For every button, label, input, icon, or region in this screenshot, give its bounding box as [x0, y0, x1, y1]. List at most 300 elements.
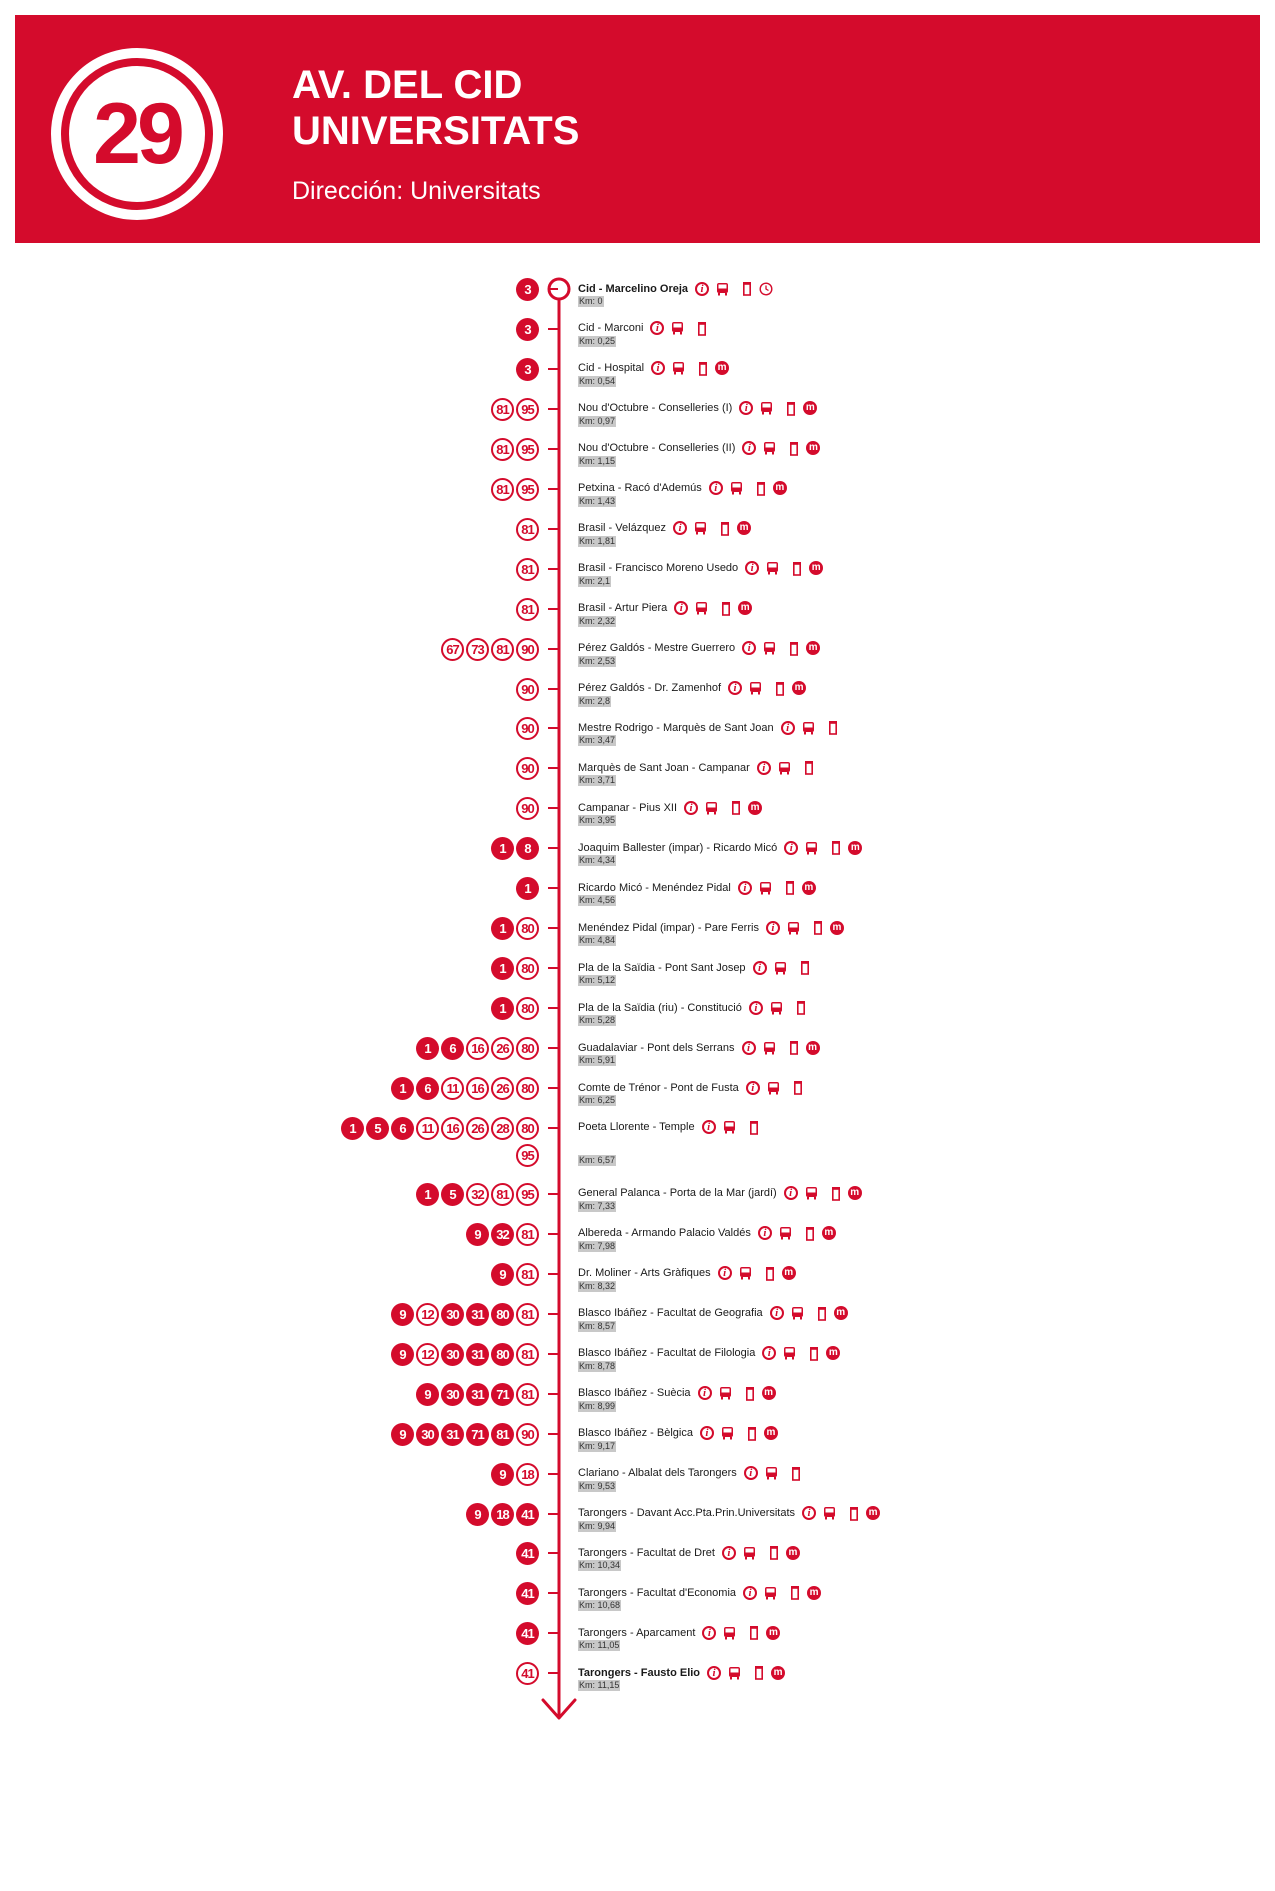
bin-icon: [849, 1506, 859, 1521]
connecting-lines: [516, 797, 539, 821]
bin-icon: [775, 681, 785, 696]
metro-icon: m: [786, 1546, 800, 1560]
bus-icon: [743, 1546, 756, 1560]
line-badge[interactable]: 9: [466, 1503, 489, 1526]
bus-icon: [728, 1666, 741, 1680]
line-badge[interactable]: 11: [441, 1077, 464, 1100]
line-badge[interactable]: 73: [466, 638, 489, 661]
stop-row[interactable]: [0, 678, 1275, 718]
stop-row[interactable]: [0, 1542, 1275, 1582]
line-badge[interactable]: 80: [516, 917, 539, 940]
stop-name-group: [578, 1665, 785, 1680]
connecting-lines: [516, 1622, 539, 1646]
line-badge[interactable]: 6: [416, 1077, 439, 1100]
stop-row[interactable]: [0, 1383, 1275, 1423]
line-badge[interactable]: 31: [441, 1423, 464, 1446]
line-badge[interactable]: 6: [441, 1037, 464, 1060]
stop-name-group: [578, 361, 729, 376]
stop-tick: [548, 1047, 558, 1049]
line-badge[interactable]: 81: [491, 398, 514, 421]
line-badge[interactable]: 1: [416, 1037, 439, 1060]
info-icon: i: [650, 321, 664, 335]
line-badge[interactable]: 41: [516, 1542, 539, 1565]
route-title-destination: UNIVERSITATS: [292, 109, 580, 153]
stop-km: Km: 2,8: [579, 695, 611, 706]
line-badge[interactable]: 1: [491, 957, 514, 980]
metro-icon: m: [802, 881, 816, 895]
bin-icon: [789, 641, 799, 656]
connecting-lines: [516, 278, 539, 302]
stop-name-group: [578, 1466, 801, 1481]
connecting-lines: [516, 518, 539, 542]
stop-row[interactable]: [0, 398, 1275, 438]
bus-icon: [770, 1001, 783, 1015]
line-badge[interactable]: 41: [516, 1582, 539, 1605]
metro-icon: m: [809, 561, 823, 575]
line-badge[interactable]: 90: [516, 757, 539, 780]
stop-name: Joaquim Ballester (impar) - Ricardo Micó: [578, 841, 778, 854]
bin-icon: [792, 561, 802, 576]
bin-icon: [765, 1266, 775, 1281]
line-badge[interactable]: 90: [516, 1423, 539, 1446]
stop-km: Km: 0,25: [579, 335, 616, 346]
metro-icon: m: [806, 1041, 820, 1055]
bin-icon: [789, 441, 799, 456]
stop-row[interactable]: [0, 717, 1275, 757]
stop-tick: [548, 727, 558, 729]
line-badge[interactable]: 11: [416, 1117, 439, 1140]
metro-icon: m: [834, 1306, 848, 1320]
stop-name: Brasil - Velázquez: [578, 522, 667, 535]
info-icon: i: [702, 1120, 716, 1134]
line-badge[interactable]: 80: [491, 1303, 514, 1326]
stop-tick: [548, 488, 558, 490]
bus-icon: [774, 961, 787, 975]
stop-name-group: [578, 1186, 862, 1201]
connecting-lines: [516, 717, 539, 741]
stop-tick: [548, 1273, 558, 1275]
line-badge[interactable]: 41: [516, 1503, 539, 1526]
bus-icon: [766, 561, 779, 575]
line-badge[interactable]: 71: [491, 1383, 514, 1406]
stop-row[interactable]: [0, 478, 1275, 518]
bus-icon: [739, 1266, 752, 1280]
line-badge[interactable]: 80: [516, 1037, 539, 1060]
stop-name-group: [578, 1625, 780, 1640]
stop-name-group: [578, 1000, 806, 1015]
line-badge[interactable]: 80: [516, 957, 539, 980]
stop-row[interactable]: [0, 1183, 1275, 1223]
stop-name: Tarongers - Facultat d'Economia: [578, 1586, 737, 1599]
connecting-lines: [391, 1343, 539, 1367]
info-icon: i: [770, 1306, 784, 1320]
connecting-lines: [466, 1223, 539, 1247]
stop-row[interactable]: [0, 1662, 1275, 1702]
line-badge[interactable]: 32: [491, 1223, 514, 1246]
line-badge[interactable]: 41: [516, 1622, 539, 1645]
metro-icon: m: [822, 1226, 836, 1240]
info-icon: i: [684, 801, 698, 815]
bus-icon: [716, 282, 729, 296]
stop-row[interactable]: [0, 1463, 1275, 1503]
line-badge[interactable]: 9: [491, 1263, 514, 1286]
line-badge[interactable]: 67: [441, 638, 464, 661]
line-badge[interactable]: 16: [441, 1117, 464, 1140]
line-badge[interactable]: 81: [491, 438, 514, 461]
stop-row[interactable]: [0, 837, 1275, 877]
stop-tick: [548, 448, 558, 450]
route-title-origin: AV. DEL CID: [292, 63, 523, 107]
line-badge[interactable]: 90: [516, 678, 539, 701]
metro-icon: m: [762, 1386, 776, 1400]
stop-name: Pérez Galdós - Mestre Guerrero: [578, 642, 736, 655]
line-badge[interactable]: 1: [516, 877, 539, 900]
line-badge[interactable]: 95: [516, 1183, 539, 1206]
line-badge[interactable]: 80: [516, 1077, 539, 1100]
metro-icon: m: [764, 1426, 778, 1440]
line-badge[interactable]: 16: [466, 1037, 489, 1060]
stop-name-group: [578, 521, 751, 536]
stop-name-group: [578, 1346, 840, 1361]
metro-icon: m: [737, 521, 751, 535]
stop-tick: [548, 1473, 558, 1475]
bus-icon: [730, 481, 743, 495]
stop-row[interactable]: [0, 917, 1275, 957]
stop-name: Nou d'Octubre - Conselleries (I): [578, 402, 733, 415]
stop-km: Km: 1,15: [579, 455, 616, 466]
stop-row[interactable]: [0, 797, 1275, 837]
bin-icon: [720, 521, 730, 536]
connecting-lines: [516, 1542, 539, 1566]
stop-row[interactable]: [0, 318, 1275, 358]
line-badge[interactable]: 31: [466, 1303, 489, 1326]
stop-km: Km: 0,54: [579, 375, 616, 386]
stop-name: Blasco Ibáñez - Facultat de Filologia: [578, 1347, 756, 1360]
info-icon: i: [651, 361, 665, 375]
bin-icon: [745, 1386, 755, 1401]
line-badge[interactable]: 80: [516, 1117, 539, 1140]
bin-icon: [828, 720, 838, 735]
line-badge[interactable]: 12: [416, 1343, 439, 1366]
line-badge[interactable]: 9: [466, 1223, 489, 1246]
stop-name: Brasil - Francisco Moreno Usedo: [578, 562, 739, 575]
metro-icon: m: [826, 1346, 840, 1360]
line-badge[interactable]: 71: [466, 1423, 489, 1446]
connecting-lines: [491, 997, 539, 1021]
line-badge[interactable]: 18: [491, 1503, 514, 1526]
info-icon: i: [674, 601, 688, 615]
stop-name-group: [578, 441, 820, 456]
stop-name-group: [578, 840, 862, 855]
stop-row[interactable]: [0, 1077, 1275, 1117]
stop-name-group: [578, 1506, 880, 1521]
stop-row[interactable]: [0, 438, 1275, 478]
bus-icon: [779, 1226, 792, 1240]
stop-km: Km: 11,15: [579, 1680, 620, 1691]
metro-icon: m: [807, 1586, 821, 1600]
line-badge[interactable]: 9: [391, 1423, 414, 1446]
line-badge[interactable]: 81: [516, 1263, 539, 1286]
stop-name: Cid - Marconi: [578, 322, 644, 335]
info-icon: i: [758, 1226, 772, 1240]
bus-icon: [759, 881, 772, 895]
bus-icon: [723, 1626, 736, 1640]
line-badge[interactable]: 95: [516, 478, 539, 501]
line-badge[interactable]: 95: [516, 398, 539, 421]
stop-name: Nou d'Octubre - Conselleries (II): [578, 442, 736, 455]
line-badge[interactable]: 95: [516, 1144, 539, 1167]
connecting-lines: [466, 1503, 539, 1527]
bus-icon: [787, 921, 800, 935]
stop-row[interactable]: [0, 598, 1275, 638]
stop-name-group: [578, 720, 838, 735]
stop-name: Marquès de Sant Joan - Campanar: [578, 761, 750, 774]
line-badge[interactable]: 81: [491, 1183, 514, 1206]
line-badge[interactable]: 5: [441, 1183, 464, 1206]
stop-tick: [548, 1513, 558, 1515]
stop-km: Km: 11,05: [579, 1640, 620, 1651]
connecting-lines: [491, 917, 539, 941]
connecting-lines: [491, 398, 539, 422]
bus-icon: [802, 721, 815, 735]
info-icon: i: [784, 841, 798, 855]
stop-name-group: [578, 561, 823, 576]
line-badge[interactable]: 80: [491, 1343, 514, 1366]
connecting-lines: [491, 957, 539, 981]
stop-row[interactable]: [0, 638, 1275, 678]
stop-row[interactable]: [0, 1423, 1275, 1463]
line-badge[interactable]: 41: [516, 1662, 539, 1685]
line-badge[interactable]: 30: [416, 1423, 439, 1446]
line-badge[interactable]: 30: [441, 1383, 464, 1406]
connecting-lines: [391, 1303, 539, 1327]
line-badge[interactable]: 6: [391, 1117, 414, 1140]
info-icon: i: [738, 881, 752, 895]
line-badge[interactable]: 30: [441, 1343, 464, 1366]
stop-name-group: [578, 760, 814, 775]
line-badge[interactable]: 9: [391, 1303, 414, 1326]
bin-icon: [749, 1120, 759, 1135]
bus-icon: [767, 1081, 780, 1095]
line-badge[interactable]: 31: [466, 1383, 489, 1406]
line-badge[interactable]: 1: [491, 917, 514, 940]
bus-icon: [705, 801, 718, 815]
stop-km: Km: 7,98: [579, 1240, 616, 1251]
metro-icon: m: [766, 1626, 780, 1640]
info-icon: i: [702, 1626, 716, 1640]
stop-name-group: [578, 281, 773, 296]
bus-icon: [749, 681, 762, 695]
stop-km: Km: 10,34: [579, 1560, 621, 1571]
stop-row[interactable]: [0, 997, 1275, 1037]
line-badge[interactable]: 26: [491, 1037, 514, 1060]
stop-row[interactable]: [0, 757, 1275, 797]
bin-icon: [805, 1226, 815, 1241]
bus-icon: [764, 1586, 777, 1600]
stop-name-group: [578, 1040, 820, 1055]
info-icon: i: [673, 521, 687, 535]
stop-row[interactable]: [0, 1343, 1275, 1383]
bin-icon: [831, 1186, 841, 1201]
bin-icon: [791, 1466, 801, 1481]
stop-tick: [548, 927, 558, 929]
stop-km: Km: 4,56: [579, 895, 616, 906]
line-badge[interactable]: 81: [516, 1383, 539, 1406]
stop-tick: [548, 1233, 558, 1235]
stop-km: Km: 5,28: [579, 1015, 616, 1026]
line-badge[interactable]: 18: [516, 1463, 539, 1486]
line-badge[interactable]: 9: [391, 1343, 414, 1366]
line-badge[interactable]: 90: [516, 797, 539, 820]
stop-km: Km: 5,91: [579, 1055, 616, 1066]
stop-row[interactable]: [0, 1117, 1275, 1165]
info-icon: i: [722, 1546, 736, 1560]
line-badge[interactable]: 81: [516, 518, 539, 541]
stop-row[interactable]: [0, 957, 1275, 997]
line-badge[interactable]: 1: [491, 997, 514, 1020]
line-badge[interactable]: 81: [491, 1423, 514, 1446]
stop-row[interactable]: [0, 877, 1275, 917]
stop-row[interactable]: [0, 1582, 1275, 1622]
stop-name: Brasil - Artur Piera: [578, 602, 668, 615]
line-badge[interactable]: 5: [366, 1117, 389, 1140]
line-badge[interactable]: 28: [491, 1117, 514, 1140]
info-icon: i: [728, 681, 742, 695]
line-badge[interactable]: 8: [516, 837, 539, 860]
line-badge[interactable]: 80: [516, 997, 539, 1020]
line-badge[interactable]: 1: [491, 837, 514, 860]
stop-tick: [548, 328, 558, 330]
connecting-lines: [391, 1077, 539, 1101]
bin-icon: [793, 1080, 803, 1095]
connecting-lines: [516, 598, 539, 622]
connecting-lines: [516, 678, 539, 702]
stop-tick: [548, 1433, 558, 1435]
bin-icon: [698, 361, 708, 376]
line-badge[interactable]: 3: [516, 278, 539, 301]
stop-row[interactable]: [0, 358, 1275, 398]
line-badge[interactable]: 1: [341, 1117, 364, 1140]
stop-km: Km: 2,1: [579, 575, 611, 586]
connecting-lines: [516, 877, 539, 901]
line-badge[interactable]: 16: [466, 1077, 489, 1100]
line-badge[interactable]: 81: [516, 598, 539, 621]
bin-icon: [786, 401, 796, 416]
line-badge[interactable]: 1: [391, 1077, 414, 1100]
route-direction: Dirección: Universitats: [292, 177, 541, 205]
stop-tick: [548, 528, 558, 530]
line-badge[interactable]: 3: [516, 318, 539, 341]
info-icon: i: [762, 1346, 776, 1360]
stop-name-group: [578, 800, 762, 815]
stop-tick: [548, 1632, 558, 1634]
connecting-lines: [491, 438, 539, 462]
stop-row[interactable]: [0, 518, 1275, 558]
stop-km: Km: 4,34: [579, 855, 616, 866]
bus-icon: [760, 401, 773, 415]
line-badge[interactable]: 81: [516, 1343, 539, 1366]
stop-row[interactable]: [0, 1263, 1275, 1303]
clock-icon: [759, 282, 773, 296]
info-icon: i: [742, 441, 756, 455]
line-badge[interactable]: 32: [466, 1183, 489, 1206]
stop-name-group: [578, 1120, 759, 1135]
stop-name-group: [578, 880, 816, 895]
info-icon: i: [766, 921, 780, 935]
stop-row[interactable]: [0, 1223, 1275, 1263]
metro-icon: m: [715, 361, 729, 375]
info-icon: i: [784, 1186, 798, 1200]
stop-tick: [548, 408, 558, 410]
line-badge[interactable]: 95: [516, 438, 539, 461]
line-badge[interactable]: 81: [516, 1303, 539, 1326]
line-badge[interactable]: 3: [516, 358, 539, 381]
line-badge[interactable]: 9: [491, 1463, 514, 1486]
bin-icon: [749, 1625, 759, 1640]
stop-name-group: [578, 321, 707, 336]
bin-icon: [813, 920, 823, 935]
line-badge[interactable]: 90: [516, 638, 539, 661]
line-badge[interactable]: 26: [491, 1077, 514, 1100]
stop-tick: [548, 807, 558, 809]
line-badge[interactable]: 90: [516, 717, 539, 740]
info-icon: i: [742, 1041, 756, 1055]
stop-name-group: [578, 960, 810, 975]
stop-row[interactable]: [0, 1622, 1275, 1662]
line-badge[interactable]: 12: [416, 1303, 439, 1326]
stop-tick: [548, 1193, 558, 1195]
line-badge[interactable]: 81: [491, 638, 514, 661]
stop-tick: [548, 767, 558, 769]
info-icon: i: [745, 561, 759, 575]
stop-name: Pérez Galdós - Dr. Zamenhof: [578, 682, 722, 694]
stop-tick: [548, 887, 558, 889]
stop-row[interactable]: [0, 1503, 1275, 1543]
bus-icon: [763, 441, 776, 455]
bin-icon: [697, 321, 707, 336]
stop-row[interactable]: [0, 558, 1275, 598]
info-icon: i: [753, 961, 767, 975]
line-badge[interactable]: 81: [516, 1223, 539, 1246]
stop-tick: [548, 688, 558, 690]
stop-km: Km: 2,32: [579, 615, 616, 626]
line-badge[interactable]: 81: [491, 478, 514, 501]
line-badge[interactable]: 1: [416, 1183, 439, 1206]
bin-icon: [817, 1306, 827, 1321]
info-icon: i: [707, 1666, 721, 1680]
line-badge[interactable]: 30: [441, 1303, 464, 1326]
stop-tick: [548, 847, 558, 849]
stop-row[interactable]: [0, 278, 1275, 318]
line-badge[interactable]: 9: [416, 1383, 439, 1406]
stop-km: Km: 6,57: [579, 1154, 616, 1165]
stop-name: Mestre Rodrigo - Marquès de Sant Joan: [578, 721, 774, 734]
stop-row[interactable]: [0, 1037, 1275, 1077]
connecting-lines: [416, 1383, 539, 1407]
stop-row[interactable]: [0, 1303, 1275, 1343]
stop-name: Dr. Moliner - Arts Gràfiques: [578, 1267, 711, 1280]
line-badge[interactable]: 26: [466, 1117, 489, 1140]
connecting-lines: [441, 638, 539, 662]
line-badge[interactable]: 31: [466, 1343, 489, 1366]
line-badge[interactable]: 81: [516, 558, 539, 581]
stop-name: Blasco Ibáñez - Bèlgica: [578, 1427, 693, 1440]
stop-name: Clariano - Albalat dels Tarongers: [578, 1467, 737, 1480]
stop-km: Km: 1,43: [579, 495, 616, 506]
stop-tick: [548, 1087, 558, 1089]
stop-name: Ricardo Micó - Menéndez Pidal: [578, 881, 731, 894]
stop-km: Km: 2,53: [579, 655, 616, 666]
